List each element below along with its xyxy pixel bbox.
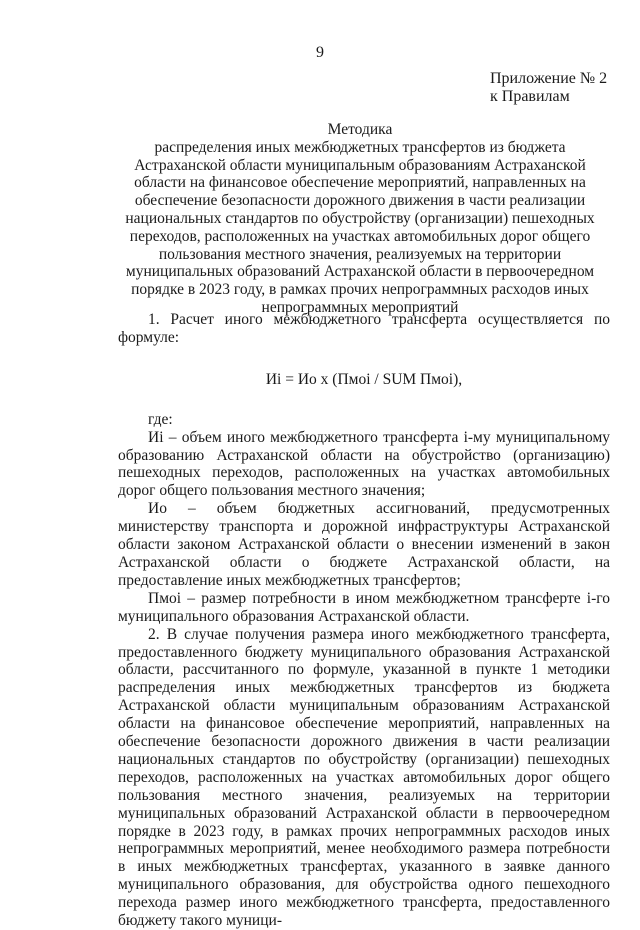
where-label: где: xyxy=(148,410,173,428)
definition-ii: Иi – объем иного межбюджетного трансферта i-му муниципальному образованию Астраханской области на обустройство (организацию) пешеходных переходов, расположенных на участках автомобильных дорог общего пользования местного значения; xyxy=(118,428,610,500)
definition-io: Ио – объем бюджетных ассигнований, предусмотренных министерству транспорта и дорожной инфраструктуры Астраханской области законом Астраханской области о внесении изменений в закон Астраханской области о бюджете Астраханской области, на предоставление иных межбюджетных трансфертов; xyxy=(118,500,610,589)
document-title xyxy=(110,121,610,317)
title-text: распределения иных межбюджетных трансфертов из бюджета Астраханской области муниципальным образованиям Астраханской области на финансовое обеспечение мероприятий, направленных на обеспечение безопасности дорожного движения в части реализации национальных стандартов по обустройству (организации) пешеходных переходов, расположенных на участках автомобильных дорог общего пользования местного значения, реализуемых на территории муниципальных образований Астраханской области в первоочередном порядке в 2023 году, в рамках прочих непрограммных расходов иных непрограммных мероприятий xyxy=(125,138,595,316)
document-body xyxy=(118,311,610,930)
appendix-label xyxy=(490,70,607,106)
definition-pmoi: Пмоi – размер потребности в ином межбюджетном трансферте i-го муниципального образования Астраханской области. xyxy=(118,589,610,625)
paragraph-1: 1. Расчет иного межбюджетного трансферта осуществляется по формуле: xyxy=(118,311,610,346)
formula: Иi = Ио x (Пмоi / SUM Пмоi), xyxy=(265,370,463,388)
page-number: 9 xyxy=(316,44,324,61)
appendix-line-1: Приложение № 2 xyxy=(490,70,608,87)
title-heading: Методика xyxy=(327,121,393,138)
paragraph-2: 2. В случае получения размера иного межбюджетного трансферта, предоставленного бюджету муниципального образования Астраханской области, рассчитанного по формуле, указанной в пункте 1 методики распределения иных межбюджетных трансфертов из бюджета Астраханской области муниципальным образованиям Астраханской области на финансовое обеспечение мероприятий, направленных на обеспечение безопасности дорожного движения в части реализации национальных стандартов по обустройству (организации) пешеходных переходов, расположенных на участках автомобильных дорог общего пользования местного значения, реализуемых на территории муниципальных образований Астраханской области в первоочередном порядке в 2023 году, в рамках прочих непрограммных расходов иных непрограммных мероприятий, менее необходимого размера потребности в иных межбюджетных трансфертах, указанного в заявке данного муниципального образования, для обустройства одного пешеходного перехода размер иного межбюджетного трансферта, предоставленного бюджету такого муници- xyxy=(118,625,610,930)
appendix-line-2: к Правилам xyxy=(490,88,570,105)
